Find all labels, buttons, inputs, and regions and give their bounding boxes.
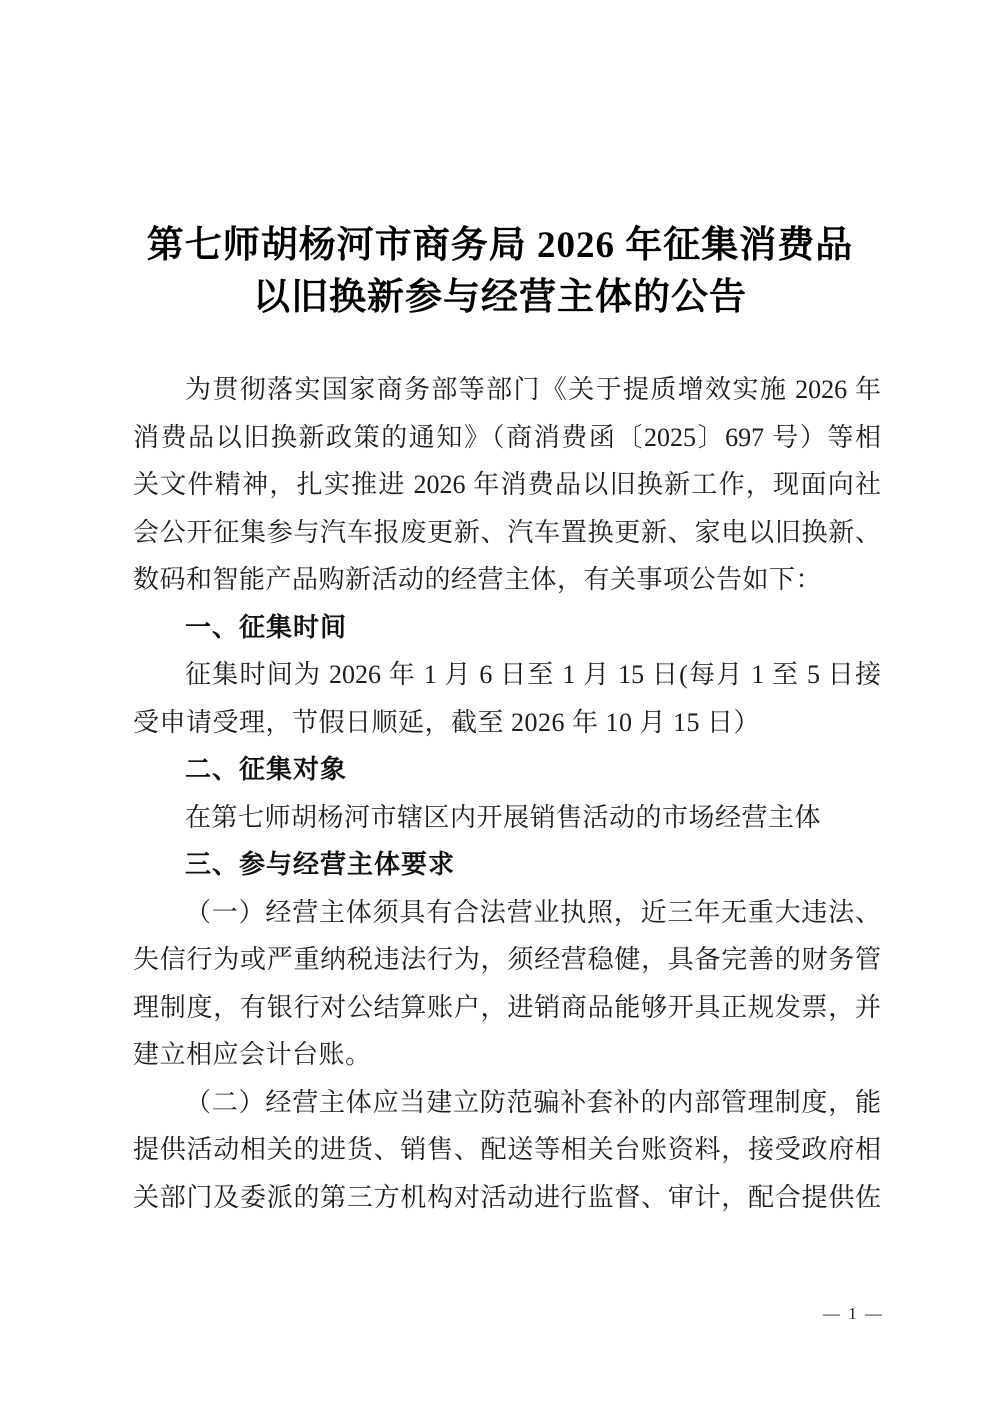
text-line: 关文件精神，扎实推进 2026 年消费品以旧换新工作，现面向社 — [133, 470, 881, 499]
page-number: — 1 — — [823, 1304, 884, 1323]
text-line: 失信行为或严重纳税违法行为，须经营稳健，具备完善的财务管 — [133, 945, 881, 974]
text-line: 理制度，有银行对公结算账户，进销商品能够开具正规发票，并 — [133, 992, 881, 1022]
text-line: 在第七师胡杨河市辖区内开展销售活动的市场经营主体 — [185, 802, 822, 832]
document-body — [133, 366, 881, 1221]
section-heading: 三、参与经营主体要求 — [185, 849, 456, 879]
text-line: 会公开征集参与汽车报废更新、汽车置换更新、家电以旧换新、 — [133, 517, 881, 547]
text-line: 数码和智能产品购新活动的经营主体，有关事项公告如下： — [133, 565, 823, 594]
text-line: 征集时间为 2026 年 1 月 6 日至 1 月 15 日(每月 1 至 5 日接 — [185, 660, 881, 689]
document-title-line-1: 第七师胡杨河市商务局 2026 年征集消费品 — [146, 225, 854, 266]
text-line: 建立相应会计台账。 — [133, 1040, 372, 1069]
document-title-line-2: 以旧换新参与经营主体的公告 — [253, 277, 747, 318]
section-heading: 二、征集对象 — [185, 754, 348, 784]
text-line: 关部门及委派的第三方机构对活动进行监督、审计，配合提供佐 — [133, 1182, 881, 1212]
text-line: 为贯彻落实国家商务部等部门《关于提质增效实施 2026 年 — [185, 375, 881, 404]
text-line: 消费品以旧换新政策的通知》（商消费函〔2025〕697 号）等相 — [133, 422, 881, 452]
text-line: （一）经营主体须具有合法营业执照，近三年无重大违法、 — [185, 897, 881, 927]
document-title — [0, 0, 1000, 324]
text-line: 提供活动相关的进货、销售、配送等相关台账资料，接受政府相 — [133, 1135, 881, 1164]
text-line: （二）经营主体应当建立防范骗补套补的内部管理制度，能 — [185, 1087, 881, 1117]
section-heading: 一、征集时间 — [185, 611, 348, 642]
text-line: 受申请受理，节假日顺延，截至 2026 年 10 月 15 日） — [133, 707, 761, 737]
